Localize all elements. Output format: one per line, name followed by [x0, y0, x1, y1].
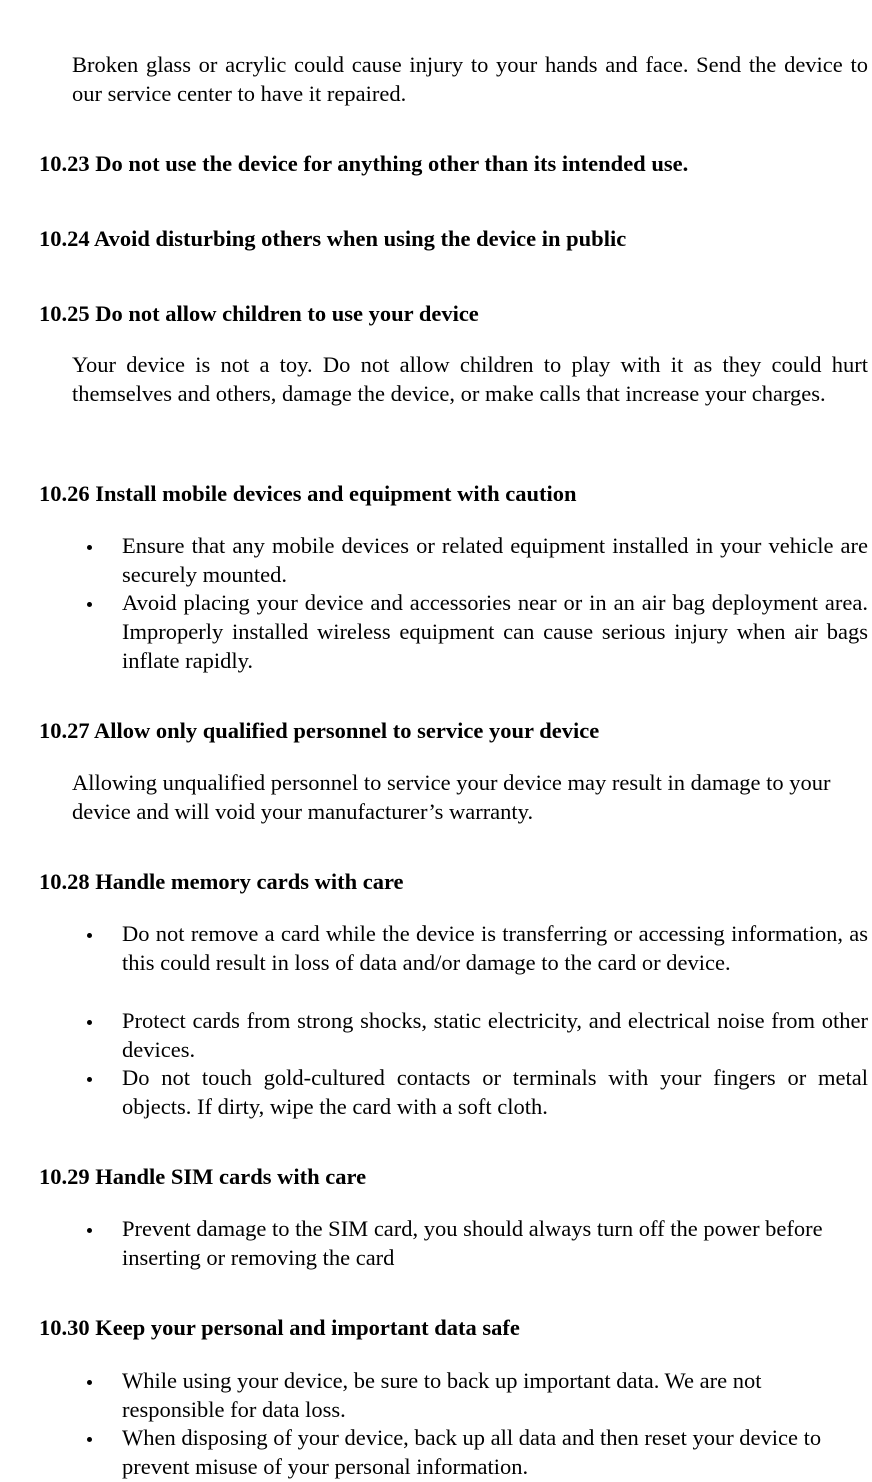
list-item	[72, 920, 868, 978]
list-item	[72, 1424, 868, 1482]
list-item-text: While using your device, be sure to back up important data. We are not responsible for data loss.	[122, 1368, 762, 1422]
heading-10-25: 10.25 Do not allow children to use your device	[39, 301, 479, 326]
list-item-text: Protect cards from strong shocks, static electricity, and electrical noise from other devices.	[122, 1008, 868, 1062]
heading-10-28: 10.28 Handle memory cards with care	[39, 869, 404, 894]
list-item	[72, 1215, 868, 1273]
paragraph-10-27: Allowing unqualified personnel to service your device may result in damage to your device and will void your manufacturer’s warranty.	[72, 770, 831, 824]
list-item-text: Ensure that any mobile devices or related equipment installed in your vehicle are securely mounted.	[122, 533, 868, 587]
list-item	[72, 1064, 868, 1122]
paragraph-10-25: Your device is not a toy. Do not allow children to play with it as they could hurt themselves and others, damage the device, or make calls that increase your charges.	[72, 352, 868, 406]
list-item-text: Do not touch gold-cultured contacts or terminals with your fingers or metal objects. If dirty, wipe the card with a soft cloth.	[122, 1065, 868, 1119]
bullet-icon	[72, 1064, 122, 1122]
heading-10-30: 10.30 Keep your personal and important data safe	[39, 1315, 520, 1340]
heading-10-23: 10.23 Do not use the device for anything other than its intended use.	[39, 151, 689, 176]
heading-10-24: 10.24 Avoid disturbing others when using the device in public	[39, 226, 627, 251]
heading-10-26: 10.26 Install mobile devices and equipment with caution	[39, 481, 577, 506]
bullet-icon	[72, 532, 122, 590]
list-item-text: When disposing of your device, back up all data and then reset your device to prevent misuse of your personal information.	[122, 1425, 822, 1479]
heading-10-27: 10.27 Allow only qualified personnel to service your device	[39, 718, 600, 743]
intro-paragraph: Broken glass or acrylic could cause injury to your hands and face. Send the device to our service center to have it repaired.	[72, 52, 868, 106]
bullet-icon	[72, 1215, 122, 1273]
bullet-icon	[72, 920, 122, 978]
list-item-text: Do not remove a card while the device is transferring or accessing information, as this could result in loss of data and/or damage to the card or device.	[122, 921, 868, 975]
list-item	[72, 1007, 868, 1065]
bullet-icon	[72, 1424, 122, 1482]
list-item-text: Prevent damage to the SIM card, you should always turn off the power before inserting or removing the card	[122, 1216, 823, 1270]
list-item-text: Avoid placing your device and accessories near or in an air bag deployment area. Improperly installed wireless equipment can cause serious injury when air bags inflate rapidly.	[122, 590, 868, 673]
list-item	[72, 532, 868, 590]
list-item	[72, 589, 868, 675]
bullet-icon	[72, 1007, 122, 1065]
heading-10-29: 10.29 Handle SIM cards with care	[39, 1164, 367, 1189]
bullet-icon	[72, 589, 122, 675]
list-item	[72, 1367, 868, 1425]
bullet-icon	[72, 1367, 122, 1425]
